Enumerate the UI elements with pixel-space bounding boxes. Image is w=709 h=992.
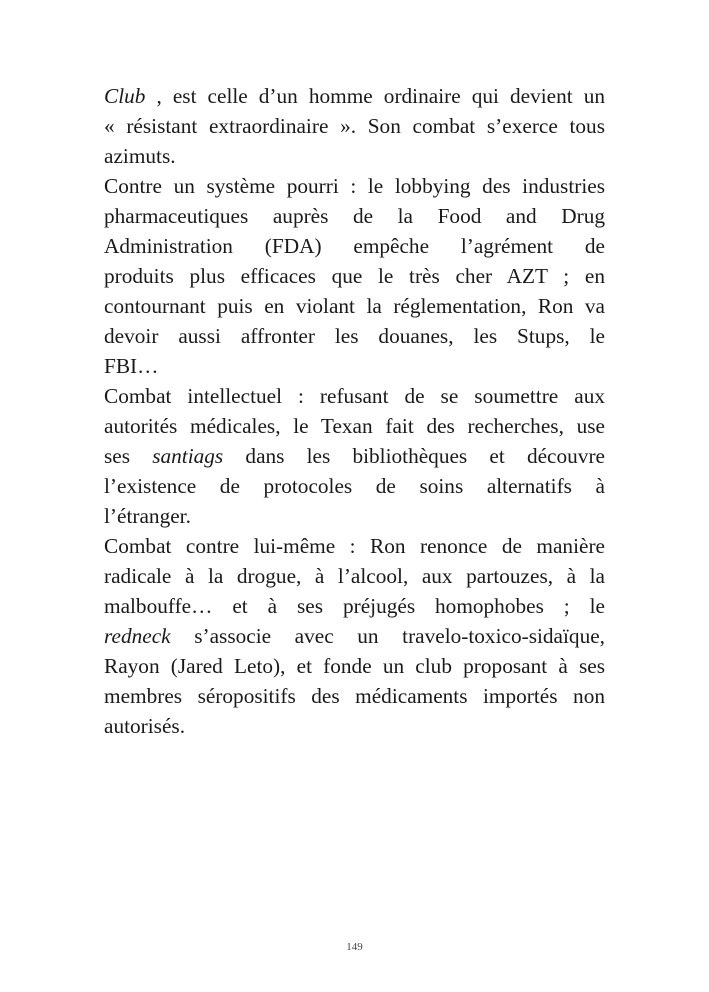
text-line [104,381,605,411]
text-line [104,441,605,471]
text-line [104,561,605,591]
text-run: autorisés. [104,714,186,738]
text-run: devoir aussi affronter les douanes, les Stups, le [104,324,605,348]
text-run: membres séropositifs des médicaments importés non [104,684,605,708]
text-run: Contre un système pourri : le lobbying des industries [104,174,605,198]
text-line [104,411,605,441]
text-line [104,711,605,741]
text-run: Combat contre lui-même : Ron renonce de manière [104,534,605,558]
text-run: l’existence de protocoles de soins alternatifs à [104,474,605,498]
document-body [104,81,605,741]
text-run: contournant puis en violant la réglementation, Ron va [104,294,605,318]
text-line [104,291,605,321]
text-run: Administration (FDA) empêche l’agrément de [104,234,605,258]
text-line [104,591,605,621]
italic-term: Club [104,84,146,108]
text-line [104,501,605,531]
text-run: Rayon (Jared Leto), et fonde un club proposant à ses [104,654,605,678]
text-run: produits plus efficaces que le très cher AZT ; en [104,264,605,288]
text-line [104,321,605,351]
text-run: « résistant extraordinaire ». Son combat s’exerce tous [104,114,605,138]
text-line [104,171,605,201]
text-line [104,351,605,381]
text-run: FBI… [104,354,159,378]
text-run: malbouffe… et à ses préjugés homophobes ; le [104,594,605,618]
text-line [104,261,605,291]
italic-term: santiags [152,444,224,468]
text-line [104,81,605,111]
text-run: dans les bibliothèques et découvre [223,444,605,468]
text-run: azimuts. [104,144,176,168]
text-run: l’étranger. [104,504,191,528]
text-line [104,231,605,261]
text-run: Combat intellectuel : refusant de se soumettre aux [104,384,605,408]
text-run: pharmaceutiques auprès de la Food and Drug [104,204,605,228]
text-run: autorités médicales, le Texan fait des recherches, use [104,414,605,438]
text-line [104,111,605,141]
text-line [104,681,605,711]
text-line [104,651,605,681]
text-run: ses [104,444,153,468]
text-run: , est celle d’un homme ordinaire qui devient un [145,84,605,108]
text-line [104,621,605,651]
text-line [104,201,605,231]
text-run: s’associe avec un travelo-toxico-sidaïque, [170,624,605,648]
text-line [104,141,605,171]
page-number: 149 [346,941,363,953]
text-line [104,531,605,561]
text-run: radicale à la drogue, à l’alcool, aux partouzes, à la [104,564,605,588]
italic-term: redneck [104,624,171,648]
text-line [104,471,605,501]
